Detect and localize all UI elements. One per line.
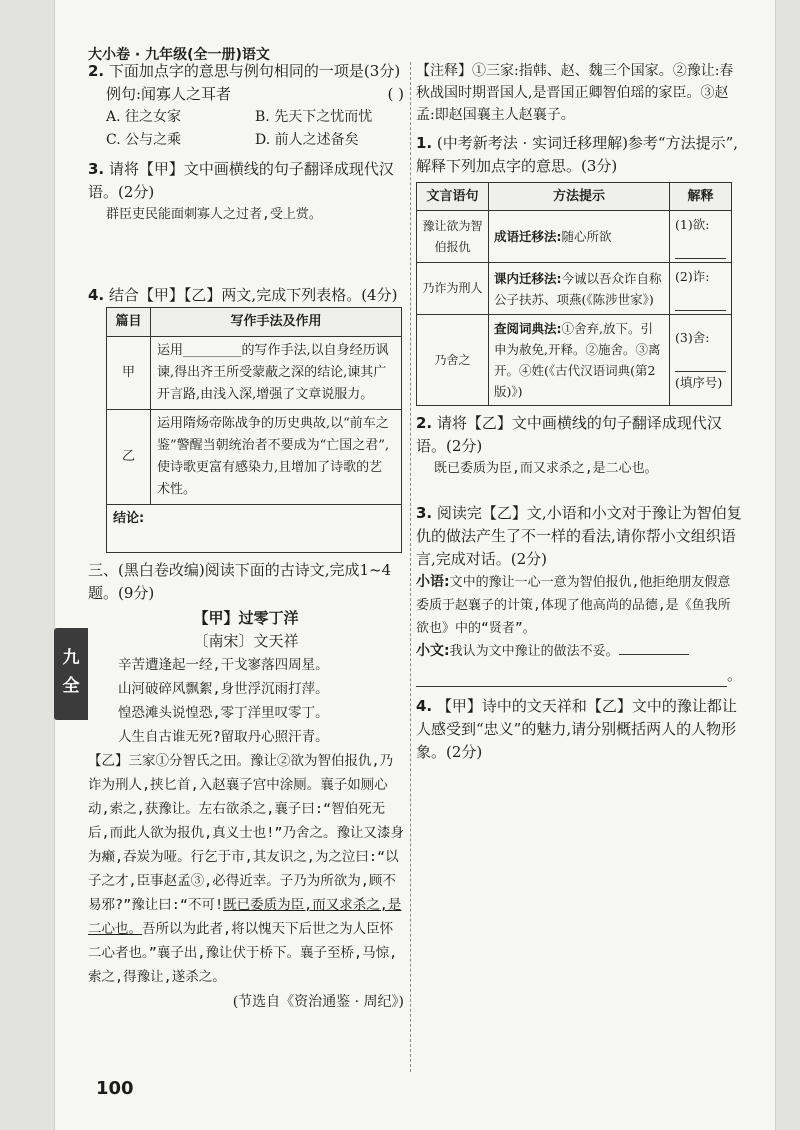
poem-title: 【甲】过零丁洋 [193,609,299,627]
question-stem: 【甲】诗中的文天祥和【乙】文中的豫让都让人感受到“忠义”的魅力,请分别概括两人的人物形象。(2分) [416,697,737,761]
poem-line: 山河破碎风飘絮,身世浮沉雨打萍。 [118,681,329,697]
technique-table [106,307,402,553]
classical-sentence: 乃舍之 [417,315,489,406]
poem-line: 人生自古谁无死?留取丹心照汗青。 [118,729,329,745]
column-divider [410,62,411,1072]
answer-blank[interactable] [675,235,726,259]
tip-method: 成语迁移法: [494,229,562,244]
table-row [107,505,402,553]
question-number: 3. [416,504,433,522]
right-question-1 [416,132,742,406]
option-a: A. 往之女家 [106,109,182,125]
tip-method: 查阅词典法: [494,321,562,336]
reading-section [88,559,404,1014]
left-question-2 [88,60,404,152]
explanation-hint: (填序号) [675,375,723,390]
handwritten-answer: 既已委质为臣,而又求杀之,是二心也。 [434,461,658,476]
poem-line: 辛苦遭逢起一经,干戈寥落四周星。 [118,657,329,673]
speaker-label-xiaowen: 小文: [416,643,450,659]
answer-blank[interactable] [416,663,727,687]
page-header: 大小卷 · 九年级(全一册)语文 [88,47,270,63]
question-stem: 请将【乙】文中画横线的句子翻译成现代汉语。(2分) [416,414,722,455]
answer-blank[interactable] [675,348,726,372]
table-row [417,211,732,263]
question-stem: (中考新考法 · 实词迁移理解)参考“方法提示”,解释下列加点字的意思。(3分) [416,134,739,175]
question-stem: 下面加点字的意思与例句相同的一项是(3分) [108,62,401,80]
table-row [417,263,732,315]
question-number: 4. [88,286,105,304]
table-header-technique: 写作手法及作用 [151,308,402,337]
handwritten-answer: 群臣吏民能面刺寡人之过者,受上赏。 [106,207,322,222]
row-text: 运用隋炀帝陈战争的历史典故,以“前车之鉴”警醒当朝统治者不要成为“亡国之君”,使诗歌更富有感染力,且增加了诗歌的艺术性。 [151,410,402,505]
question-number: 3. [88,160,105,178]
speaker-label-xiaoyu: 小语: [416,574,450,590]
page-number: 100 [96,1078,134,1099]
right-question-4 [416,695,742,764]
right-question-3 [416,502,742,687]
side-tab-char-1: 九 [62,648,80,668]
table-row [107,337,402,410]
poem-line: 惶恐滩头说惶恐,零丁洋里叹零丁。 [118,705,329,721]
left-question-4 [88,284,404,553]
explanation-label: (1)欲: [675,217,710,232]
question-number: 2. [416,414,433,432]
answer-blank[interactable] [675,287,726,311]
question-stem: 结合【甲】【乙】两文,完成下列表格。(4分) [108,286,398,304]
poem-body [88,653,404,749]
prose-underlined-sentence: 既已委质为臣,而又求杀之,是二心也。 [88,897,402,937]
question-number: 2. [88,62,105,80]
xiaowen-statement: 我认为文中豫让的做法不妥。 [449,644,619,659]
table-header-sentence: 文言语句 [417,183,489,211]
row-label: 甲 [107,337,151,410]
table-row [107,410,402,505]
table-header-explanation: 解释 [670,183,732,211]
question-stem: 阅读完【乙】文,小语和小文对于豫让为智伯复仇的做法产生了不一样的看法,请你帮小文组织语言,完成对话。(2分) [416,504,742,568]
answer-blank[interactable] [619,641,689,655]
prose-passage [88,749,404,989]
option-d: D. 前人之述备矣 [255,132,359,148]
section-title: 三、(黑白卷改编)阅读下面的古诗文,完成1~4题。(9分) [88,561,392,602]
question-number: 1. [416,134,433,152]
word-meaning-table [416,182,732,406]
poem-author: 〔南宋〕文天祥 [193,632,299,650]
prose-part-a: 【乙】三家①分智氏之田。豫让②欲为智伯报仇,乃诈为刑人,挟匕首,入赵襄子宫中涂厕。襄子如厕心动,索之,获豫让。左右欲杀之,襄子曰:“智伯死无后,而此人欲为报仇,真义士也!”乃舍之。豫让又漆身为癞,吞炭为哑。行乞于市,其友识之,为之泣曰:“以子之才,臣事赵孟③,必得近幸。子乃为所欲为,顾不易邪?”豫让曰:“不可! [88,753,405,913]
tip-text: 今诚以吾众诈自称公子扶苏、项燕(《陈涉世家》) [494,270,662,307]
tip-method: 课内迁移法: [494,270,562,286]
conclusion-label: 结论: [113,511,145,526]
tip-text: 随心所欲 [561,229,612,244]
left-question-3 [88,158,404,278]
table-header-tip: 方法提示 [489,183,670,211]
source-citation: (节选自《资治通鉴 · 周纪》) [232,994,404,1010]
explanation-label: (3)舍: [675,330,710,345]
explanation-label: (2)诈: [675,269,710,284]
classical-sentence: 豫让欲为智伯报仇 [417,211,489,263]
side-tab [54,628,88,720]
annotation-note: 【注释】①三家:指韩、赵、魏三个国家。②豫让:春秋战国时期晋国人,是晋国正卿智伯瑶的家臣。③赵孟:即赵国襄主人赵襄子。 [416,63,734,123]
question-number: 4. [416,697,433,715]
left-column [88,60,404,1014]
xiaoyu-statement: 文中的豫让一心一意为智伯报仇,他拒绝朋友假意委质于赵襄子的计策,体现了他高尚的品德,是《鱼我所欲也》中的“贤者”。 [416,575,731,636]
row-label: 乙 [107,410,151,505]
options-list [88,106,404,152]
example-sentence: 例句:闻寡人之耳者 [106,85,232,103]
row-text: 运用_________的写作手法,以自身经历讽谏,得出齐王所受蒙蔽之深的结论,谏其广开言路,由浅入深,增强了文章说服力。 [151,337,402,410]
side-tab-char-2: 全 [62,676,80,696]
option-b: B. 先天下之忧而忧 [255,109,373,125]
question-stem: 请将【甲】文中画横线的句子翻译成现代汉语。(2分) [88,160,394,201]
table-header-title: 篇目 [107,308,151,337]
table-row [417,315,732,406]
answer-paren: ( ) [387,85,404,103]
period-mark: 。 [726,666,742,684]
classical-sentence: 乃诈为刑人 [417,263,489,315]
tip-text: ①舍弃,放下。引申为赦免,开释。②施舍。③离开。④姓(《古代汉语词典(第2版)》) [494,321,661,399]
option-c: C. 公与之乘 [106,132,182,148]
right-column [416,60,742,770]
prose-part-b: 吾所以为此者,将以愧天下后世之为人臣怀二心者也。”襄子出,豫让伏于桥下。襄子至桥,马惊,索之,得豫让,遂杀之。 [88,921,398,985]
right-question-2 [416,412,742,496]
